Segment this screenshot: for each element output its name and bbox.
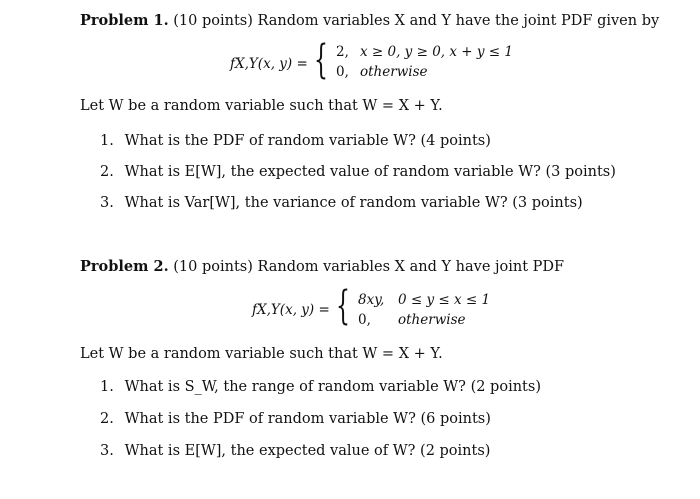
problem2-case-1-value: 8xy, [358, 292, 385, 308]
problem2-question-1 [100, 378, 541, 396]
problem2-let: Let W be a random variable such that W = X + Y. [80, 346, 443, 362]
problem2-case-2-condition: otherwise [398, 312, 466, 328]
problem1-let: Let W be a random variable such that W = X + Y. [80, 98, 443, 114]
problem2-question-1-text: What is S_W, the range of random variable W? (2 points) [124, 379, 541, 395]
problem1-case-1 [336, 44, 513, 60]
problem2-question-1-num: 1. [100, 379, 114, 395]
problem1-question-1-text: What is the PDF of random variable W? (4 points) [124, 133, 491, 149]
problem2-question-3-text: What is E[W], the expected value of W? (2 points) [124, 443, 491, 459]
problem2-case-2 [358, 312, 466, 328]
problem2-brace: { [336, 283, 350, 329]
problem1-intro: (10 points) Random variables X and Y have the joint PDF given by [173, 13, 660, 29]
problem1-question-2-text: What is E[W], the expected value of random variable W? (3 points) [124, 164, 616, 180]
problem2-case-2-value: 0, [358, 312, 371, 328]
problem2-statement [80, 258, 564, 276]
problem2-question-2-text: What is the PDF of random variable W? (6 points) [124, 411, 491, 427]
problem1-heading: Problem 1. [80, 12, 169, 29]
problem2-question-2 [100, 410, 491, 428]
problem1-case-2-value: 0, [336, 64, 349, 80]
problem1-brace: { [314, 37, 328, 83]
problem2-question-3-num: 3. [100, 443, 114, 459]
problem1-statement [80, 12, 659, 30]
problem1-question-3 [100, 194, 583, 212]
problem1-pdf-label: fX,Y(x, y) = [230, 56, 308, 72]
problem2-case-1 [358, 292, 491, 308]
problem1-case-1-value: 2, [336, 44, 349, 60]
problem1-case-2-condition: otherwise [360, 64, 428, 80]
problem1-question-2 [100, 163, 616, 181]
problem2-case-1-condition: 0 ≤ y ≤ x ≤ 1 [398, 292, 491, 308]
problem1-question-1-num: 1. [100, 133, 114, 149]
problem1-case-2 [336, 64, 428, 80]
problem1-question-3-text: What is Var[W], the variance of random variable W? (3 points) [124, 195, 583, 211]
problem2-question-3 [100, 442, 490, 460]
problem2-heading: Problem 2. [80, 258, 169, 275]
problem2-intro: (10 points) Random variables X and Y have joint PDF [173, 259, 565, 275]
problem1-question-2-num: 2. [100, 164, 114, 180]
problem1-question-1 [100, 132, 491, 150]
problem2-question-2-num: 2. [100, 411, 114, 427]
problem1-case-1-condition: x ≥ 0, y ≥ 0, x + y ≤ 1 [360, 44, 513, 60]
problem1-question-3-num: 3. [100, 195, 114, 211]
problem2-pdf-label: fX,Y(x, y) = [252, 302, 330, 318]
